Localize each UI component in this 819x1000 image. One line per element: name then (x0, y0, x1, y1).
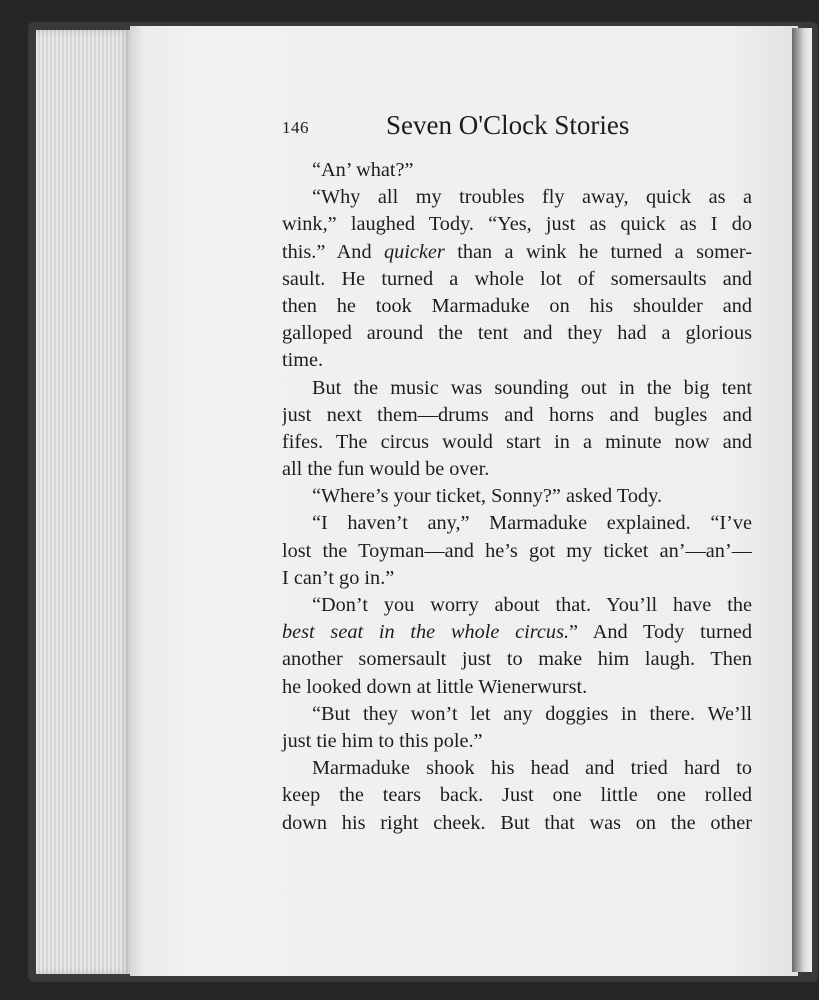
text-line: fifes. The circus would start in a minute now and (282, 430, 752, 453)
book-gutter (792, 28, 812, 972)
text-line: keep the tears back. Just one little one rolled (282, 784, 752, 807)
text-line: down his right cheek. But that was on the other (282, 811, 752, 834)
running-header (282, 110, 752, 146)
text-line: then he took Marmaduke on his shoulder and (282, 294, 752, 317)
body-text (282, 157, 752, 837)
text-line: another somersault just to make him laugh. Then (282, 648, 752, 671)
text-line: “Don’t you worry about that. You’ll have the (312, 594, 752, 616)
page-edges (36, 30, 132, 974)
text-line: “I haven’t any,” Marmaduke explained. “I’ve (312, 512, 752, 535)
text-line: “But they won’t let any doggies in there. We’ll (312, 702, 752, 725)
text-line: “Where’s your ticket, Sonny?” asked Tody. (312, 485, 663, 508)
text-line: “An’ what?” (312, 159, 414, 181)
italic-phrase: best seat in the whole circus. (282, 621, 570, 644)
text-line: I can’t go in.” (282, 566, 395, 589)
text-line (282, 239, 752, 266)
italic-word: quicker (384, 240, 445, 263)
text-line: all the fun would be over. (282, 458, 490, 481)
text-line: Marmaduke shook his head and tried hard to (312, 757, 752, 780)
text-line: sault. He turned a whole lot of somersaults and (282, 267, 752, 290)
text-line: he looked down at little Wienerwurst. (282, 675, 588, 698)
text-line: just next them—drums and horns and bugles and (282, 403, 752, 426)
text-span: ” And Tody turned (569, 621, 752, 644)
text-line: time. (282, 349, 324, 372)
text-line: “Why all my troubles fly away, quick as a (312, 186, 752, 209)
text-line: wink,” laughed Tody. “Yes, just as quick as I do (282, 213, 752, 236)
text-line: galloped around the tent and they had a glorious (282, 322, 752, 345)
text-line: just tie him to this pole.” (282, 729, 483, 752)
text-span: this.” And (282, 240, 384, 263)
text-span: than a wink he turned a somer- (444, 240, 752, 263)
running-title: Seven O'Clock Stories (386, 110, 630, 140)
text-line (282, 619, 752, 646)
text-line: But the music was sounding out in the big tent (312, 376, 752, 399)
text-line: lost the Toyman—and he’s got my ticket an’—an’— (282, 539, 752, 562)
page-number: 146 (282, 118, 309, 137)
